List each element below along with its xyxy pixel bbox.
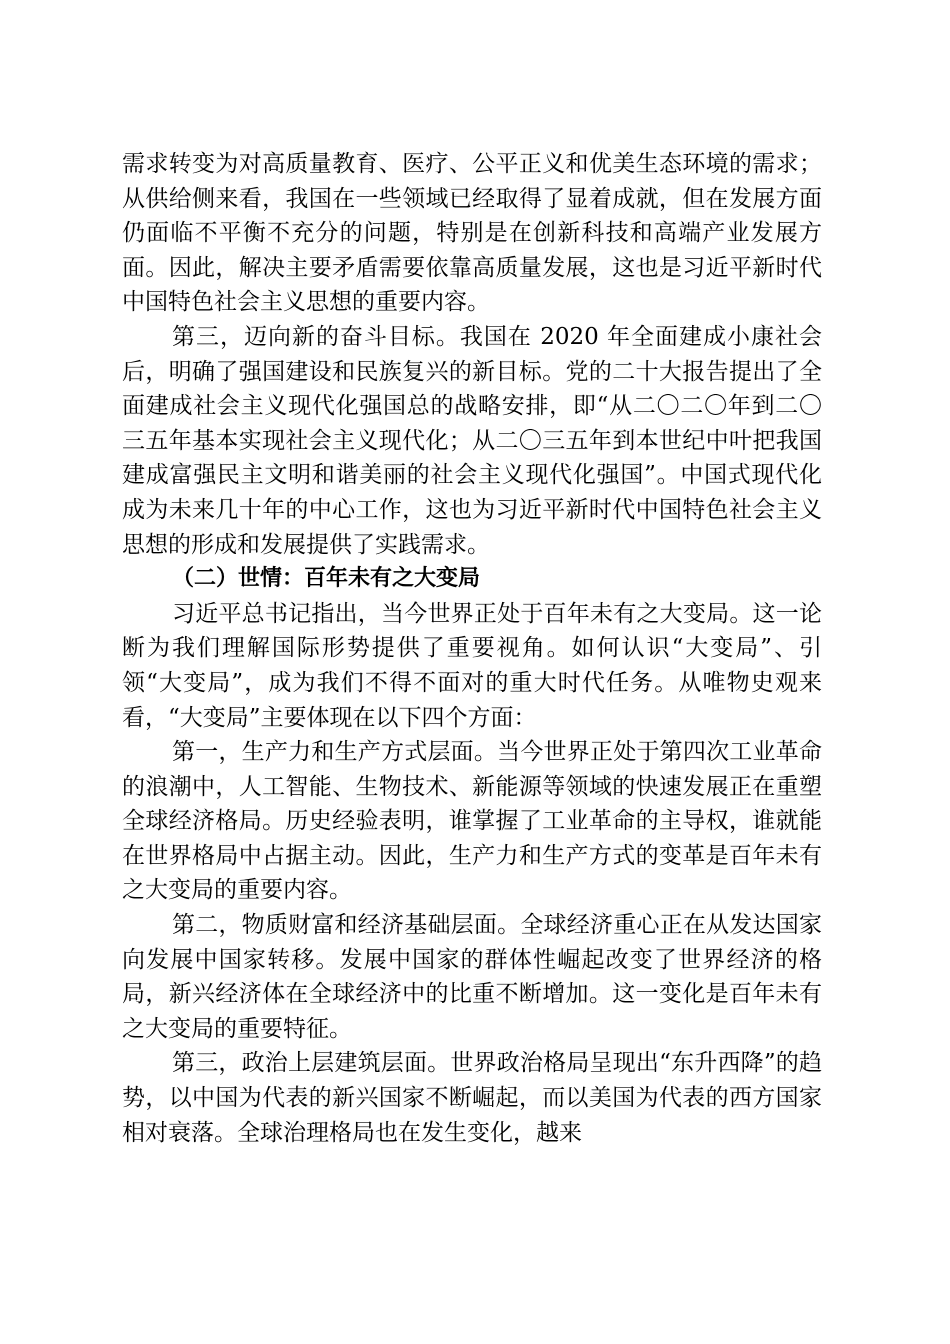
paragraph-great-changes-intro: 习近平总书记指出，当今世界正处于百年未有之大变局。这一论断为我们理解国际形势提供了重要视角。如何认识“大变局”、引领“大变局”，成为我们不得不面对的重大时代任务。从唯物史观来看，“大变局”主要体现在以下四个方面： — [122, 600, 822, 731]
paragraph-productivity: 第一，生产力和生产方式层面。当今世界正处于第四次工业革命的浪潮中，人工智能、生物技术、新能源等领域的快速发展正在重塑全球经济格局。历史经验表明，谁掌握了工业革命的主导权，谁就能在世界格局中占据主动。因此，生产力和生产方式的变革是百年未有之大变局的重要内容。 — [122, 739, 822, 904]
section-heading-world-situation: （二）世情：百年未有之大变局 — [172, 566, 481, 592]
document-page — [122, 147, 822, 1150]
paragraph-continuation: 需求转变为对高质量教育、医疗、公平正义和优美生态环境的需求；从供给侧来看，我国在一些领域已经取得了显着成就，但在发展方面仍面临不平衡不充分的问题，特别是在创新科技和高端产业发展方面。因此，解决主要矛盾需要依靠高质量发展，这也是习近平新时代中国特色社会主义思想的重要内容。 — [122, 151, 822, 316]
paragraph-economic-base: 第二，物质财富和经济基础层面。全球经济重心正在从发达国家向发展中国家转移。发展中国家的群体性崛起改变了世界经济的格局，新兴经济体在全球经济中的比重不断增加。这一变化是百年未有之大变局的重要特征。 — [122, 912, 822, 1042]
paragraph-political-superstructure: 第三，政治上层建筑层面。世界政治格局呈现出“东升西降”的趋势，以中国为代表的新兴国家不断崛起，而以美国为代表的西方国家相对衰落。全球治理格局也在发生变化，越来 — [122, 1050, 822, 1146]
paragraph-development-goal: 第三，迈向新的奋斗目标。我国在 2020 年全面建成小康社会后，明确了强国建设和民族复兴的新目标。党的二十大报告提出了全面建成社会主义现代化强国总的战略安排，即“从二〇二〇年到二〇三五年基本实现社会主义现代化；从二〇三五年到本世纪中叶把我国建成富强民主文明和谐美丽的社会主义现代化强国”。中国式现代化成为未来几十年的中心工作，这也为习近平新时代中国特色社会主义思想的形成和发展提供了实践需求。 — [122, 323, 822, 558]
